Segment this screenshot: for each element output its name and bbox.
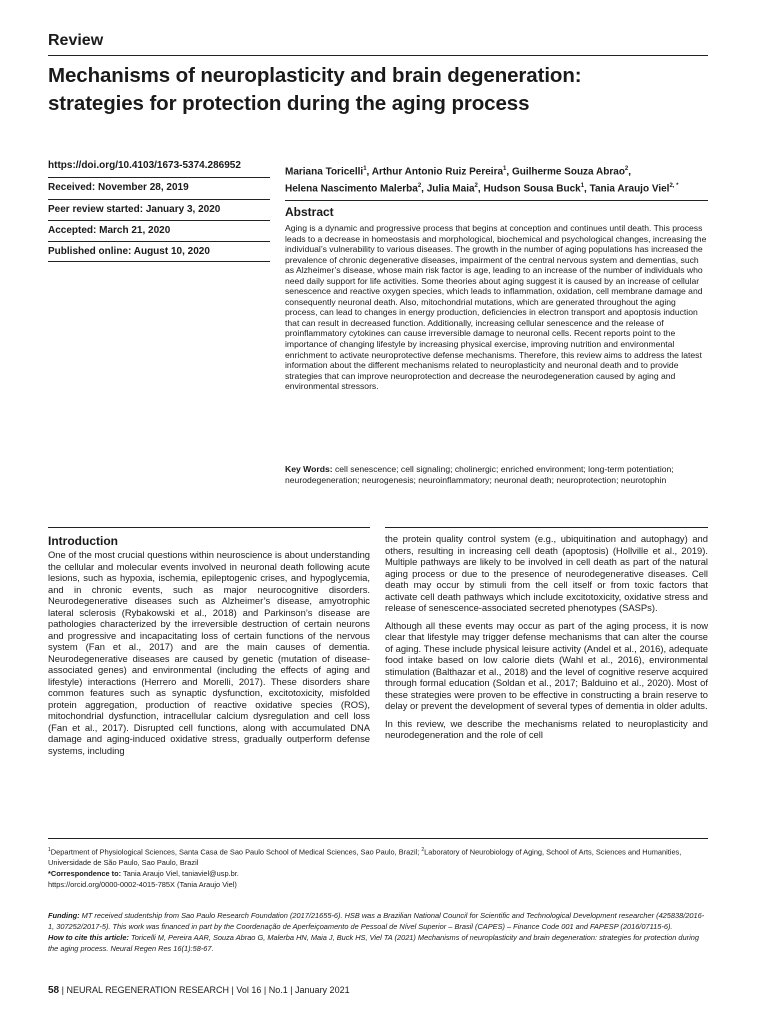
article-type: Review xyxy=(48,32,104,49)
author-name: Mariana Toricelli xyxy=(285,166,364,178)
affiliation-text xyxy=(48,845,708,868)
author-affiliation-sup: 1 xyxy=(363,166,367,172)
correspondence-text[interactable]: Tania Araujo Viel, taniaviel@usp.br. xyxy=(121,869,239,879)
correspondence-label: *Correspondence to: xyxy=(48,869,122,879)
author-affiliation-sup: 1 xyxy=(580,183,585,190)
author-name: Arthur Antonio Ruiz Pereira xyxy=(371,166,504,178)
affiliations xyxy=(48,845,708,890)
citation-text: Toricelli M, Pereira AAR, Souza Abrao G, Malerba HN, Maia J, Buck HS, Viel TA (2021) Mechanisms of neuroplasticity and brain degeneration: strategies for protection during the aging process. Neural Regen Res 16(1):58-67. xyxy=(48,933,699,953)
article-title xyxy=(48,62,708,118)
intro-paragraph-3: In this review, we describe the mechanisms related to neuroplasticity and neurodegeneration and the role of cell xyxy=(385,717,708,740)
citation-label: How to cite this article: xyxy=(48,933,129,942)
author-list xyxy=(285,162,708,197)
intro-paragraph-1: the protein quality control system (e.g., ubiquitination and autophagy) and others, resulting in increasing cell death (apoptosis) (Hollville et al., 2019). Multiple pathways are likely to be involved in cell death as part of the natural aging process or due to the presence of neurodegenerative diseases. Cell death may occur by stimuli from the cell itself or from toxic factors that activate cell death pathways which include excitotoxicity, oxidative stress and release of senescence-associated secreted phenotypes (SASPs). xyxy=(385,533,708,613)
introduction-heading: Introduction xyxy=(48,534,118,548)
author-separator: , xyxy=(421,183,427,195)
author-name: Hudson Sousa Buck xyxy=(483,183,581,195)
introduction-left-column: One of the most crucial questions within neuroscience is about understanding the cellular and molecular events involved in neuronal death following acute lesions, such as hypoxia, ischemia, epileptogenic crises, and hypoglycemia, and in chronic events, such as major neurocognitive disorders. Neurodegenerative diseases such as Alzheimer’s disease, amyotrophic lateral sclerosis (Rybakowski et al., 2018) and Parkinson’s disease are pathologies characterized by the irreversible destruction of certain neurons and progressive and incapacitating loss of certain functions of the nervous system (Fan et al., 2017) and are the main causes of dementia. Neurodegenerative diseases are caused by genetic (mutation of disease-associated genes) and environmental (including the effects of aging and lifestyle) interactions (Herrero and Morelli, 2017). These disorders share common features such as synaptic dysfunction, excitotoxicity, misfolded protein aggregation, production of reactive oxidative species (ROS), mitochondrial dysfunction, intracellular calcium dysregulation and cell loss (Fan et al., 2017). Disrupted cell functions, along with accumulated DNA damage and aging-induced oxidative stress, gradually outperform defense systems, including xyxy=(48,549,370,756)
published-date: Published online: August 10, 2020 xyxy=(48,241,270,262)
affiliation-1: Department of Physiological Sciences, Santa Casa de Sao Paulo School of Medical Sciences, Sao Paulo, Brazil; xyxy=(50,847,422,857)
received-date: Received: November 28, 2019 xyxy=(48,177,270,198)
funding-label: Funding: xyxy=(48,911,80,920)
journal-info: | NEURAL REGENERATION RESEARCH | Vol 16 | No.1 | January 2021 xyxy=(59,985,350,995)
author-affiliation-sup: 2 xyxy=(474,183,478,190)
author-separator: , xyxy=(366,166,372,178)
affiliation-2: Laboratory of Neurobiology of Aging, School of Arts, Sciences and Humanities, Universidade de São Paulo, Sao Paulo, Brazil xyxy=(48,847,682,868)
article-meta xyxy=(48,156,270,262)
page-number: 58 xyxy=(48,985,60,996)
author-affiliation-sup: 1 xyxy=(503,166,507,172)
funding xyxy=(48,910,708,932)
abstract-heading: Abstract xyxy=(285,205,334,219)
title-line-1: Mechanisms of neuroplasticity and brain degeneration: xyxy=(48,64,582,87)
author-separator: , xyxy=(584,183,590,195)
author-name: Tania Araujo Viel xyxy=(589,183,670,195)
affil-1-sup: 1 xyxy=(48,847,51,853)
abstract-text: Aging is a dynamic and progressive process that begins at conception and continues until death. This process leads to a decrease in homeostasis and morphological, biochemical and psychological changes, increasing the individual’s vulnerability to various diseases. The growth in the number of aging populations has increased the prevalence of chronic degenerative diseases, impairment of the central nervous system and dementias, such as Alzheimer’s disease, whose main risk factor is age, leading to an increase of the number of individuals who need daily support for life activities. Some theories about aging suggest it is caused by an increase of cellular senescence and reactive oxygen species, which leads to inflammation, oxidation, cell membrane damage and consequently neuronal death. Also, mitochondrial mutations, which are generated throughout the aging process, can lead to changes in energy production, deficiencies in electron transport and apoptosis induction that can result in decreased function. Additionally, increasing cellular senescence and the release of proinflammatory cytokines can cause irreversible damage to neuronal cells. Recent reports point to the importance of changing lifestyle by increasing physical exercise, improving nutrition and environmental enrichment to activate neuroprotective defense mechanisms. Therefore, this review aims to address the latest information about the different mechanisms related to neuroplasticity and neuronal death and to provide strategies that can improve neuroprotection and decrease the neurodegeneration caused by aging and environmental stressors. xyxy=(285,223,707,392)
abstract-rule xyxy=(285,200,708,201)
intro-paragraph-2: Although all these events may occur as part of the aging process, it is now clear that lifestyle may trigger defense mechanisms that can alter the course of aging. These include physical leisure activity (Andel et al., 2016), adequate food intake based on low calorie diets (Wahl et al., 2016), environmental stimulation (Balthazar et al., 2018) and the level of cognitive reserve acquired through formal education (Soldan et al., 2017; Balduino et al., 2020). Most of these strategies were proven to be effective in constructing a brain reserve to delay or prevent the development of several types of dementia in older adults. xyxy=(385,619,708,711)
funding-text: MT received studentship from Sao Paulo Research Foundation (2017/21655-6). HSB was a Brazilian National Council for Scientific and Technological Development researcher (425838/2016-1, 307252/2017-5). This work was financed in part by the Coordenação de Aperfeiçoamento de Pessoal de Nível Superior – Brasil (CAPES) – Finance Code 001 and FAPESP (2016/07115-6). xyxy=(48,911,705,931)
peer-review-date: Peer review started: January 3, 2020 xyxy=(48,199,270,220)
author-name: Julia Maia xyxy=(426,183,475,195)
orcid-link[interactable]: https://orcid.org/0000-0002-4015-785X (Tania Araujo Viel) xyxy=(48,880,237,890)
author-name: Helena Nascimento Malerba xyxy=(285,183,418,195)
author-separator: , xyxy=(477,183,484,195)
doi-link[interactable]: https://doi.org/10.4103/1673-5374.286952 xyxy=(48,160,241,171)
keywords-label: Key Words: xyxy=(285,464,333,474)
keywords-text: cell senescence; cell signaling; cholinergic; enriched environment; long-term potentiation; neurodegeneration; neurogenesis; neuroinflammatory; neuronal death; neuroprotection; neurotophin xyxy=(285,464,674,485)
accepted-date: Accepted: March 21, 2020 xyxy=(48,220,270,241)
author-affiliation-sup: 2 xyxy=(624,166,629,172)
right-column-rule xyxy=(385,527,708,528)
funding-and-citation xyxy=(48,910,708,954)
author-affiliation-sup: 2, * xyxy=(669,183,679,190)
left-column-rule xyxy=(48,527,370,528)
affil-2-sup: 2 xyxy=(421,847,425,853)
page-footer xyxy=(48,985,350,996)
title-rule xyxy=(48,55,708,56)
introduction-right-column xyxy=(385,533,708,747)
author-separator: , xyxy=(506,166,512,178)
correspondence xyxy=(48,868,708,879)
footnote-rule xyxy=(48,838,708,839)
keywords xyxy=(285,464,708,485)
title-line-2: strategies for protection during the aging process xyxy=(48,92,530,115)
author-affiliation-sup: 2 xyxy=(417,183,422,190)
author-separator: , xyxy=(628,166,632,178)
author-name: Guilherme Souza Abrao xyxy=(511,166,625,178)
citation xyxy=(48,932,708,954)
